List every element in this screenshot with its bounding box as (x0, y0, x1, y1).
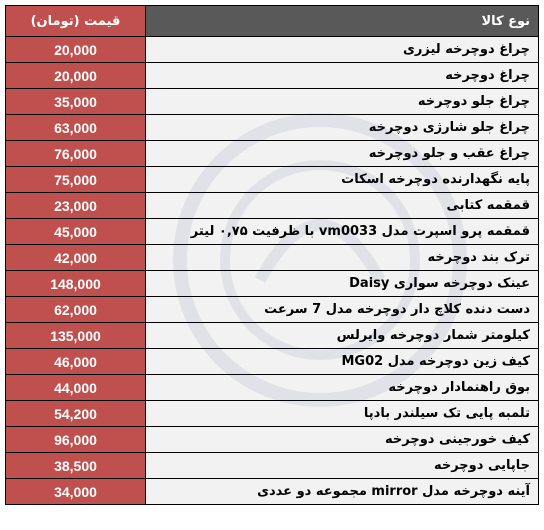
product-name-cell: چراغ دوچرخه لیزری (146, 37, 539, 63)
price-cell: 148,000 (6, 271, 146, 297)
product-name-cell: تلمبه پایی تک سیلندر بادپا (146, 401, 539, 427)
product-name-cell: دست دنده کلاچ دار دوچرخه مدل 7 سرعت (146, 297, 539, 323)
product-name-cell: چراغ دوچرخه (146, 63, 539, 89)
header-price: قیمت (تومان) (6, 6, 146, 37)
product-name-cell: کیلومتر شمار دوچرخه وایرلس (146, 323, 539, 349)
price-cell: 63,000 (6, 115, 146, 141)
table-row (6, 401, 539, 427)
price-cell: 38,500 (6, 453, 146, 479)
price-cell: 34,000 (6, 479, 146, 505)
product-name-cell: آینه دوچرخه مدل mirror مجموعه دو عددی (146, 479, 539, 505)
table-row (6, 89, 539, 115)
table-row (6, 271, 539, 297)
price-cell: 35,000 (6, 89, 146, 115)
product-name-cell: ترک بند دوچرخه (146, 245, 539, 271)
price-cell: 45,000 (6, 219, 146, 245)
product-name-cell: قمقمه کتابی (146, 193, 539, 219)
product-name-cell: چراغ عقب و جلو دوچرخه (146, 141, 539, 167)
table-row (6, 37, 539, 63)
price-cell: 20,000 (6, 63, 146, 89)
price-cell: 44,000 (6, 375, 146, 401)
table-row (6, 245, 539, 271)
product-name-cell: چراغ جلو شارژی دوچرخه (146, 115, 539, 141)
product-name-cell: پایه نگهدارنده دوچرخه اسکات (146, 167, 539, 193)
table-row (6, 453, 539, 479)
price-cell: 75,000 (6, 167, 146, 193)
price-table (5, 5, 539, 505)
price-cell: 54,200 (6, 401, 146, 427)
price-table-container (5, 5, 538, 524)
product-name-cell: کیف خورجینی دوچرخه (146, 427, 539, 453)
header-product-name: نوع کالا (146, 6, 539, 37)
product-name-cell: جاپایی دوچرخه (146, 453, 539, 479)
table-row (6, 479, 539, 505)
price-cell: 46,000 (6, 349, 146, 375)
price-cell: 23,000 (6, 193, 146, 219)
table-header-row (6, 6, 539, 37)
table-body (6, 37, 539, 505)
table-row (6, 141, 539, 167)
price-cell: 76,000 (6, 141, 146, 167)
product-name-cell: قمقمه پرو اسپرت مدل vm0033 با ظرفیت ۰,۷۵ لیتر (146, 219, 539, 245)
product-name-cell: بوق راهنمادار دوچرخه (146, 375, 539, 401)
product-name-cell: کیف زین دوچرخه مدل MG02 (146, 349, 539, 375)
table-row (6, 323, 539, 349)
price-cell: 20,000 (6, 37, 146, 63)
table-row (6, 375, 539, 401)
table-row (6, 219, 539, 245)
table-row (6, 297, 539, 323)
product-name-cell: چراغ جلو دوچرخه (146, 89, 539, 115)
product-name-cell: عینک دوچرخه سواری Daisy (146, 271, 539, 297)
price-cell: 135,000 (6, 323, 146, 349)
price-cell: 96,000 (6, 427, 146, 453)
table-row (6, 63, 539, 89)
table-row (6, 115, 539, 141)
table-row (6, 349, 539, 375)
table-row (6, 167, 539, 193)
table-row (6, 427, 539, 453)
price-cell: 42,000 (6, 245, 146, 271)
price-cell: 62,000 (6, 297, 146, 323)
table-row (6, 193, 539, 219)
